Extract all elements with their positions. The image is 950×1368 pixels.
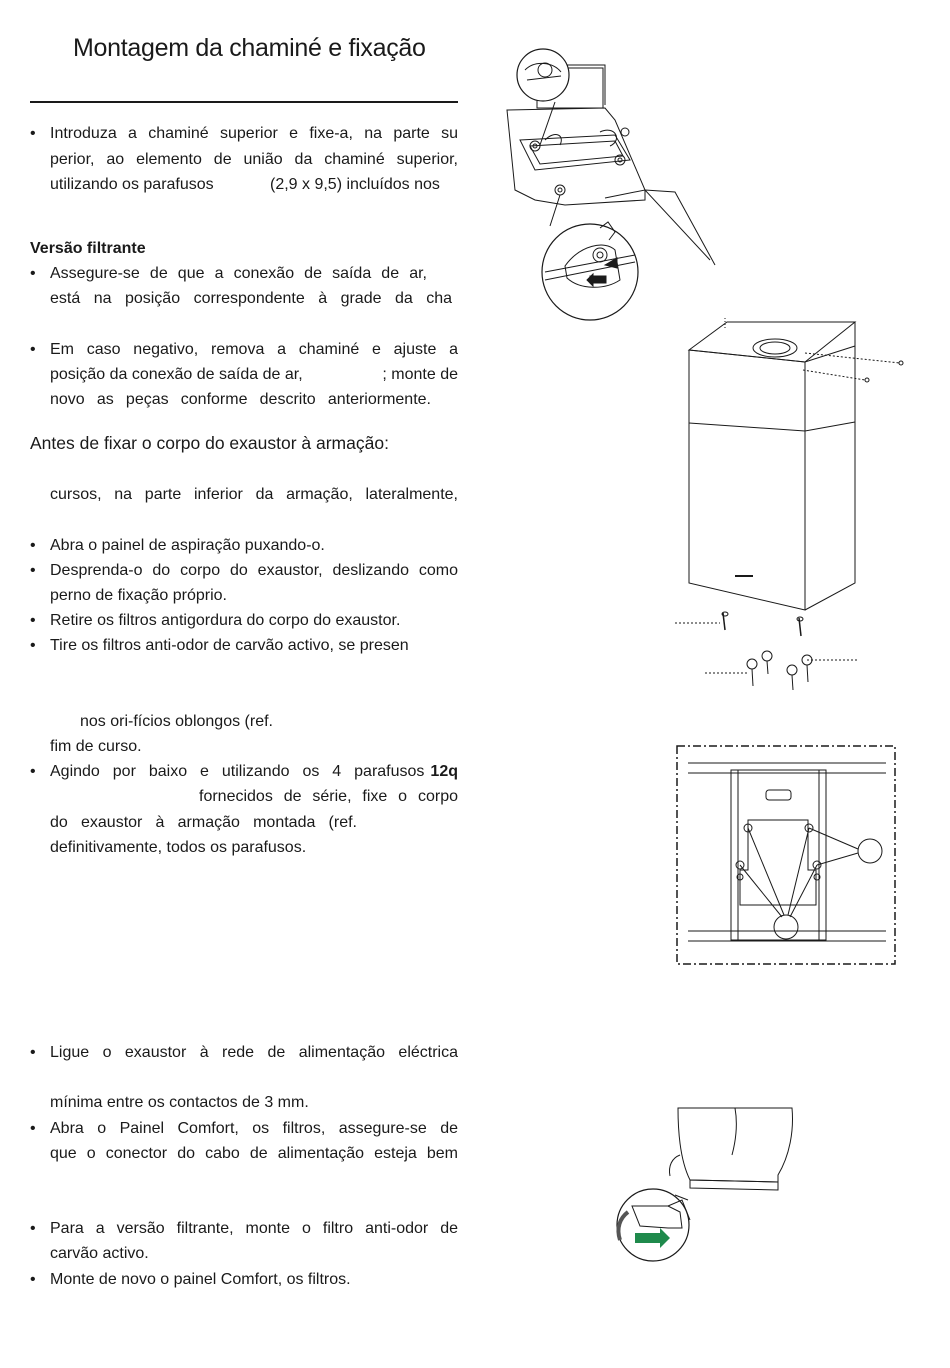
illustration-chimney-top — [505, 40, 715, 305]
bullet-marker: • — [30, 537, 36, 554]
filt-b1-line-1: Assegure-se de que a conexão de saída de ar, — [50, 265, 427, 282]
s1-line-2: perior, ao elemento de união da chaminé superior, — [50, 151, 458, 168]
elec-b4: Monte de novo o painel Comfort, os filtros. — [50, 1271, 351, 1288]
before-heading: Antes de fixar o corpo do exaustor à armação: — [30, 433, 389, 453]
bullet-marker: • — [30, 1220, 36, 1237]
bullet-marker: • — [30, 612, 36, 629]
before-b2-line-1: Desprenda-o do corpo do exaustor, deslizando como — [50, 562, 458, 579]
elec-b3-line-1: Para a versão filtrante, monte o filtro anti-odor de — [50, 1220, 458, 1237]
fix-bullet-ref: 12q — [430, 763, 458, 780]
filt-b1-line-2: está na posição correspondente à grade da cha — [50, 290, 452, 307]
fix-bullet-line — [50, 759, 458, 784]
elec-line: mínima entre os contactos de 3 mm. — [50, 1094, 309, 1111]
bullet-marker: • — [30, 1120, 36, 1137]
illustration-connector — [610, 1100, 810, 1265]
fix-line-2: fim de curso. — [50, 738, 142, 755]
bullet-marker: • — [30, 341, 36, 358]
filt-b2-line-3: novo as peças conforme descrito anteriormente. — [50, 391, 431, 408]
before-b1: Abra o painel de aspiração puxando-o. — [50, 537, 325, 554]
s1-line-1: Introduza a chaminé superior e fixe-a, na parte su — [50, 125, 458, 142]
before-b4: Tire os filtros anti-odor de carvão activo, se presen — [50, 637, 409, 654]
bullet-marker: • — [30, 1044, 36, 1061]
s1-line-3a: utilizando os parafusos — [50, 176, 214, 193]
elec-b1: Ligue o exaustor à rede de alimentação eléctrica — [50, 1044, 458, 1061]
s1-line-3b: (2,9 x 9,5) incluídos nos — [270, 176, 440, 193]
illustration-hood-body — [675, 318, 915, 698]
elec-b2-line-1: Abra o Painel Comfort, os filtros, assegure-se de — [50, 1120, 458, 1137]
before-line: cursos, na parte inferior da armação, lateralmente, — [50, 486, 458, 503]
elec-b3-line-2: carvão activo. — [50, 1245, 149, 1262]
title-rule — [30, 101, 458, 103]
filt-b2-line-2b: ; monte de — [382, 366, 458, 383]
fix-line-5: definitivamente, todos os parafusos. — [50, 839, 307, 856]
bullet-marker: • — [30, 637, 36, 654]
filtering-heading: Versão filtrante — [30, 240, 146, 257]
bullet-marker: • — [30, 125, 36, 142]
before-b3: Retire os filtros antigordura do corpo do exaustor. — [50, 612, 401, 629]
elec-b2-line-2: que o conector do cabo de alimentação esteja bem — [50, 1145, 458, 1162]
bullet-marker: • — [30, 265, 36, 282]
bullet-marker: • — [30, 1271, 36, 1288]
fix-line-1: nos ori-fícios oblongos (ref. — [80, 713, 273, 730]
bullet-marker: • — [30, 562, 36, 579]
filt-b2-line-2a: posição da conexão de saída de ar, — [50, 366, 303, 383]
illustration-frame-screws — [676, 745, 896, 967]
before-b2-line-2: perno de fixação próprio. — [50, 587, 227, 604]
fix-bullet-text: Agindo por baixo e utilizando os 4 parafusos — [50, 763, 425, 780]
page-title: Montagem da chaminé e fixação — [73, 34, 426, 62]
bullet-marker: • — [30, 763, 36, 780]
filt-b2-line-1: Em caso negativo, remova a chaminé e ajuste a — [50, 341, 458, 358]
fix-line-4: do exaustor à armação montada (ref. — [50, 814, 357, 831]
fix-line-3: fornecidos de série, fixe o corpo — [199, 788, 458, 805]
